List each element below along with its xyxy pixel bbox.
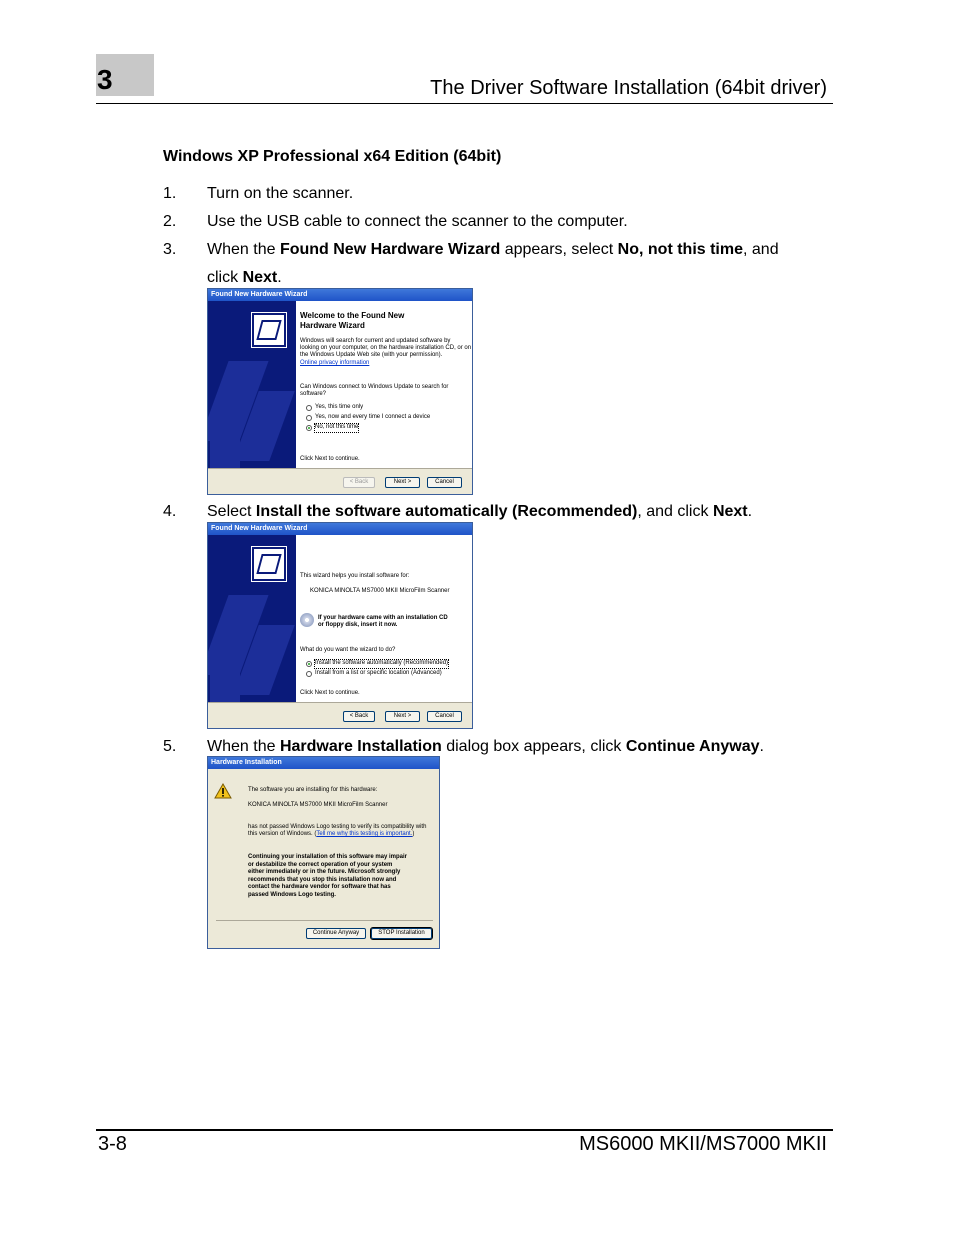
warning-text: recommends that you stop this installation now and <box>248 876 397 883</box>
warning-text: or destabilize the correct operation of your system <box>248 861 393 868</box>
warning-text: contact the hardware vendor for software that has <box>248 884 391 890</box>
dialog-divider <box>216 920 433 921</box>
wizard-body <box>296 535 472 702</box>
chapter-number: 3 <box>97 64 113 95</box>
dialog-text: this version of Windows. (Tell me why this testing is important.) <box>248 831 415 837</box>
step-text: Use the USB cable to connect the scanner to the computer. <box>207 213 628 230</box>
privacy-link[interactable]: Online privacy information <box>300 360 370 366</box>
wizard-heading: Hardware Wizard <box>300 321 365 330</box>
hardware-installation-screenshot <box>207 756 440 949</box>
step-number: 3. <box>163 241 177 258</box>
found-new-hardware-wizard-screenshot <box>207 288 473 495</box>
radio-install-automatically[interactable] <box>306 661 312 667</box>
hardware-icon <box>252 547 286 581</box>
wizard-text: If your hardware came with an installation CD <box>318 615 448 621</box>
next-button[interactable]: Next > <box>385 711 420 722</box>
product-model: MS6000 MKII/MS7000 MKII <box>579 1133 827 1155</box>
step-number: 1. <box>163 185 177 202</box>
step-text: Turn on the scanner. <box>207 185 354 202</box>
radio-label: Yes, this time only <box>315 404 364 410</box>
page-number: 3-8 <box>98 1133 127 1155</box>
dialog-title: Found New Hardware Wizard <box>208 523 472 535</box>
step-number: 2. <box>163 213 177 230</box>
section-title: Windows XP Professional x64 Edition (64bit) <box>163 148 502 165</box>
step-text: Select Install the software automatically (Recommended), and click Next. <box>207 503 753 520</box>
wizard-footer <box>208 702 472 728</box>
stop-installation-button[interactable]: STOP Installation <box>371 928 432 939</box>
wizard-hint: Click Next to continue. <box>300 690 360 696</box>
cancel-button[interactable]: Cancel <box>427 477 462 488</box>
wizard-text: software? <box>300 391 327 397</box>
device-name: KONICA MINOLTA MS7000 MKII MicroFilm Scanner <box>310 588 450 594</box>
footer-divider <box>96 1129 833 1131</box>
wizard-text: This wizard helps you install software for: <box>300 573 410 579</box>
dialog-text: The software you are installing for this hardware: <box>248 787 378 793</box>
wizard-heading: Welcome to the Found New <box>300 311 405 320</box>
warning-icon <box>214 783 232 799</box>
radio-label: Yes, now and every time I connect a device <box>315 414 431 420</box>
wizard-body <box>296 301 472 468</box>
wizard-text: looking on your computer, on the hardware installation CD, or on <box>300 345 472 351</box>
page-title: The Driver Software Installation (64bit driver) <box>430 77 827 99</box>
install-software-wizard-screenshot <box>207 522 473 729</box>
hardware-icon <box>252 313 286 347</box>
wizard-hint: Click Next to continue. <box>300 456 360 462</box>
step-number: 4. <box>163 503 177 520</box>
wizard-sidebar <box>208 535 296 702</box>
header-divider <box>96 103 833 104</box>
step-number: 5. <box>163 738 177 755</box>
next-button[interactable]: Next > <box>385 477 420 488</box>
warning-text: Continuing your installation of this software may impair <box>248 854 408 860</box>
device-name: KONICA MINOLTA MS7000 MKII MicroFilm Scanner <box>248 802 388 808</box>
dialog-title: Found New Hardware Wizard <box>208 289 472 301</box>
radio-yes-this-time[interactable] <box>306 405 312 411</box>
dialog-text: has not passed Windows Logo testing to verify its compatibility with <box>248 824 427 830</box>
wizard-text: or floppy disk, insert it now. <box>318 622 398 628</box>
wizard-sidebar <box>208 301 296 468</box>
warning-text: passed Windows Logo testing. <box>248 891 336 898</box>
radio-install-from-list[interactable] <box>306 671 312 677</box>
radio-yes-every-time[interactable] <box>306 415 312 421</box>
dialog-title: Hardware Installation <box>208 757 439 769</box>
warning-text: either immediately or in the future. Microsoft strongly <box>248 869 401 875</box>
radio-no-not-this-time[interactable] <box>306 425 312 431</box>
wizard-text: the Windows Update Web site (with your permission). <box>300 352 443 358</box>
radio-label: Install the software automatically (Recommended) <box>315 660 449 666</box>
cd-icon <box>300 613 314 627</box>
step-text: When the Found New Hardware Wizard appears, select No, not this time, and <box>207 241 779 258</box>
wizard-text: Windows will search for current and updated software by <box>300 338 451 344</box>
back-button[interactable]: < Back <box>343 711 375 722</box>
radio-label: No, not this time <box>315 424 359 430</box>
dialog-body <box>208 769 439 948</box>
back-button[interactable]: < Back <box>343 477 375 488</box>
wizard-text: Can Windows connect to Windows Update to search for <box>300 384 449 390</box>
step-3-continued: click Next. <box>207 269 282 286</box>
why-testing-link[interactable]: Tell me why this testing is important. <box>316 831 413 837</box>
radio-label: Install from a list or specific location (Advanced) <box>315 670 442 676</box>
wizard-text: What do you want the wizard to do? <box>300 647 396 653</box>
cancel-button[interactable]: Cancel <box>427 711 462 722</box>
wizard-footer <box>208 468 472 494</box>
continue-anyway-button[interactable]: Continue Anyway <box>306 928 366 939</box>
step-text: When the Hardware Installation dialog box appears, click Continue Anyway. <box>207 738 764 755</box>
